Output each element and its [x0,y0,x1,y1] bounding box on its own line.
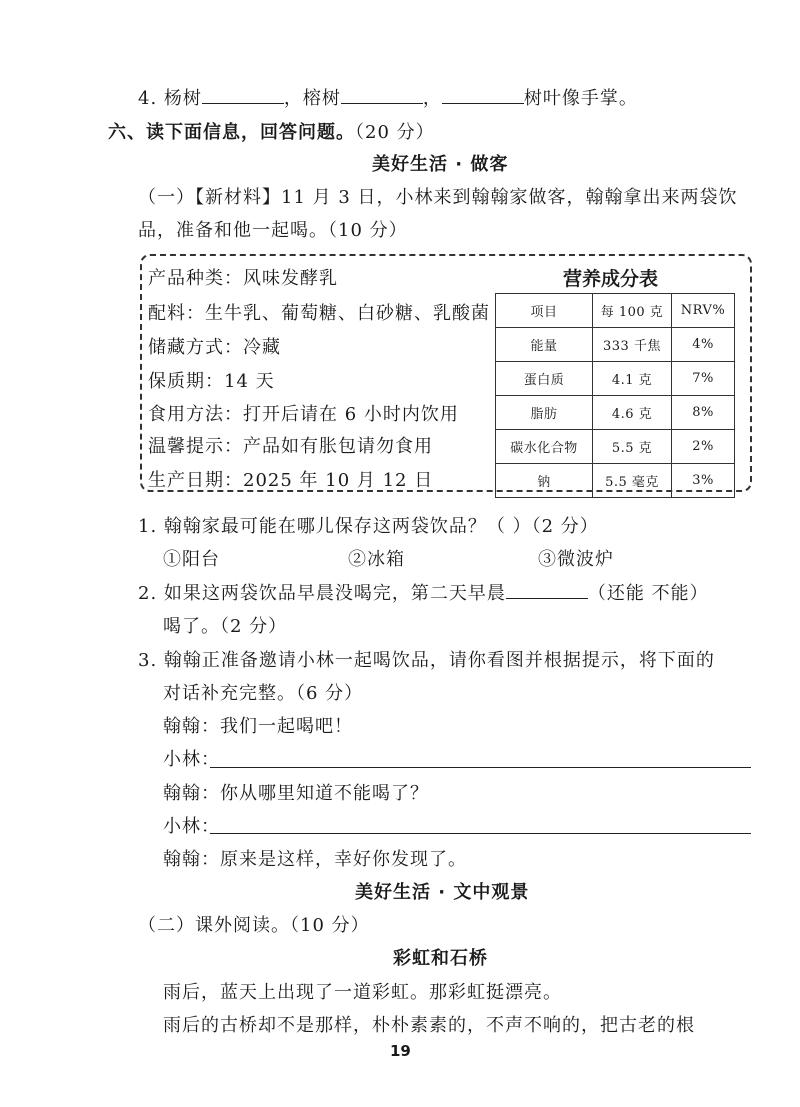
q4-suffix: 树叶像手掌。 [523,88,638,109]
cell-name: 钠 [496,464,593,498]
q4-mid-2: ， [422,88,442,109]
cell-amount: 5.5 克 [593,430,672,464]
question-1: 1. 翰翰家最可能在哪儿保存这两袋饮品？（ ）（2 分） [138,516,599,537]
table-row [496,464,735,498]
q4-mid-1: ，榕树 [283,88,341,109]
q2-blank[interactable] [506,597,588,599]
part1-intro-line1: （一）【新材料】11 月 3 日，小林来到翰翰家做客，翰翰拿出来两袋饮 [138,187,738,208]
product-line-tip: 温馨提示：产品如有胀包请勿食用 [148,436,433,457]
q1-option-fridge[interactable]: ②冰箱 [348,549,405,570]
q4-prefix: 4. 杨树 [138,88,202,109]
cell-amount: 333 千焦 [593,328,672,362]
dialogue-answer-line-2[interactable] [210,832,751,834]
section-6-title [108,118,435,144]
table-row [496,430,735,464]
cell-nrv: 2% [672,430,735,464]
nutrition-table [495,293,735,498]
table-row [496,396,735,430]
cell-nrv: 4% [672,328,735,362]
dialogue-answer-line-1[interactable] [210,766,751,768]
nutrition-title: 营养成分表 [563,268,659,290]
cell-name: 蛋白质 [496,362,593,396]
section-6-label: 六、读下面信息，回答问题。 [108,122,355,143]
dialogue-line-3: 翰翰：你从哪里知道不能喝了？ [163,783,429,804]
q4-blank-3[interactable] [442,102,524,104]
header-per-100g: 每 100 克 [593,294,672,328]
section-6-score: （20 分） [355,122,435,143]
cell-amount: 4.1 克 [593,362,672,396]
table-row [496,362,735,396]
part2-intro: （二）课外阅读。（10 分） [138,915,370,936]
q2-choices: （还能 不能） [587,583,709,604]
part1-heading: 美好生活 · 做客 [372,154,509,175]
story-paragraph-1: 雨后，蓝天上出现了一道彩虹。那彩虹挺漂亮。 [163,982,562,1003]
q4-line [138,84,638,110]
q4-blank-1[interactable] [202,102,284,104]
product-line-ingredients: 配料：生牛乳、葡萄糖、白砂糖、乳酸菌 [148,303,490,324]
cell-name: 碳水化合物 [496,430,593,464]
dialogue-line-1: 翰翰：我们一起喝吧！ [163,716,353,737]
table-row [496,328,735,362]
product-line-type: 产品种类：风味发酵乳 [148,268,338,289]
cell-name: 脂肪 [496,396,593,430]
q2-text: 2. 如果这两袋饮品早晨没喝完，第二天早晨 [138,583,506,604]
cell-amount: 5.5 毫克 [593,464,672,498]
dialogue-line-2: 小林： [163,749,220,770]
table-header-row [496,294,735,328]
question-2-line1 [138,579,709,605]
part2-heading: 美好生活 · 文中观景 [355,882,530,903]
page-number: 19 [390,1042,411,1060]
story-paragraph-2: 雨后的古桥却不是那样，朴朴素素的，不声不响的，把古老的根 [163,1015,695,1036]
q1-option-microwave[interactable]: ③微波炉 [538,549,614,570]
question-3-line2: 对话补充完整。（6 分） [163,683,364,704]
question-3-line1: 3. 翰翰正准备邀请小林一起喝饮品，请你看图并根据提示，将下面的 [138,650,715,671]
product-line-storage: 储藏方式：冷藏 [148,337,281,358]
part1-intro-line2: 品，准备和他一起喝。（10 分） [138,220,408,241]
q1-option-balcony[interactable]: ①阳台 [163,549,220,570]
cell-name: 能量 [496,328,593,362]
cell-amount: 4.6 克 [593,396,672,430]
story-title: 彩虹和石桥 [393,948,488,969]
header-nrv: NRV% [672,294,735,328]
cell-nrv: 3% [672,464,735,498]
product-line-date: 生产日期：2025 年 10 月 12 日 [148,470,434,491]
product-line-usage: 食用方法：打开后请在 6 小时内饮用 [148,404,459,425]
q4-blank-2[interactable] [341,102,423,104]
dialogue-line-4: 小林： [163,816,220,837]
product-line-shelf-life: 保质期：14 天 [148,371,275,392]
cell-nrv: 7% [672,362,735,396]
question-2-line2: 喝了。（2 分） [163,616,288,637]
dialogue-line-5: 翰翰：原来是这样，幸好你发现了。 [163,849,467,870]
cell-nrv: 8% [672,396,735,430]
header-item: 项目 [496,294,593,328]
